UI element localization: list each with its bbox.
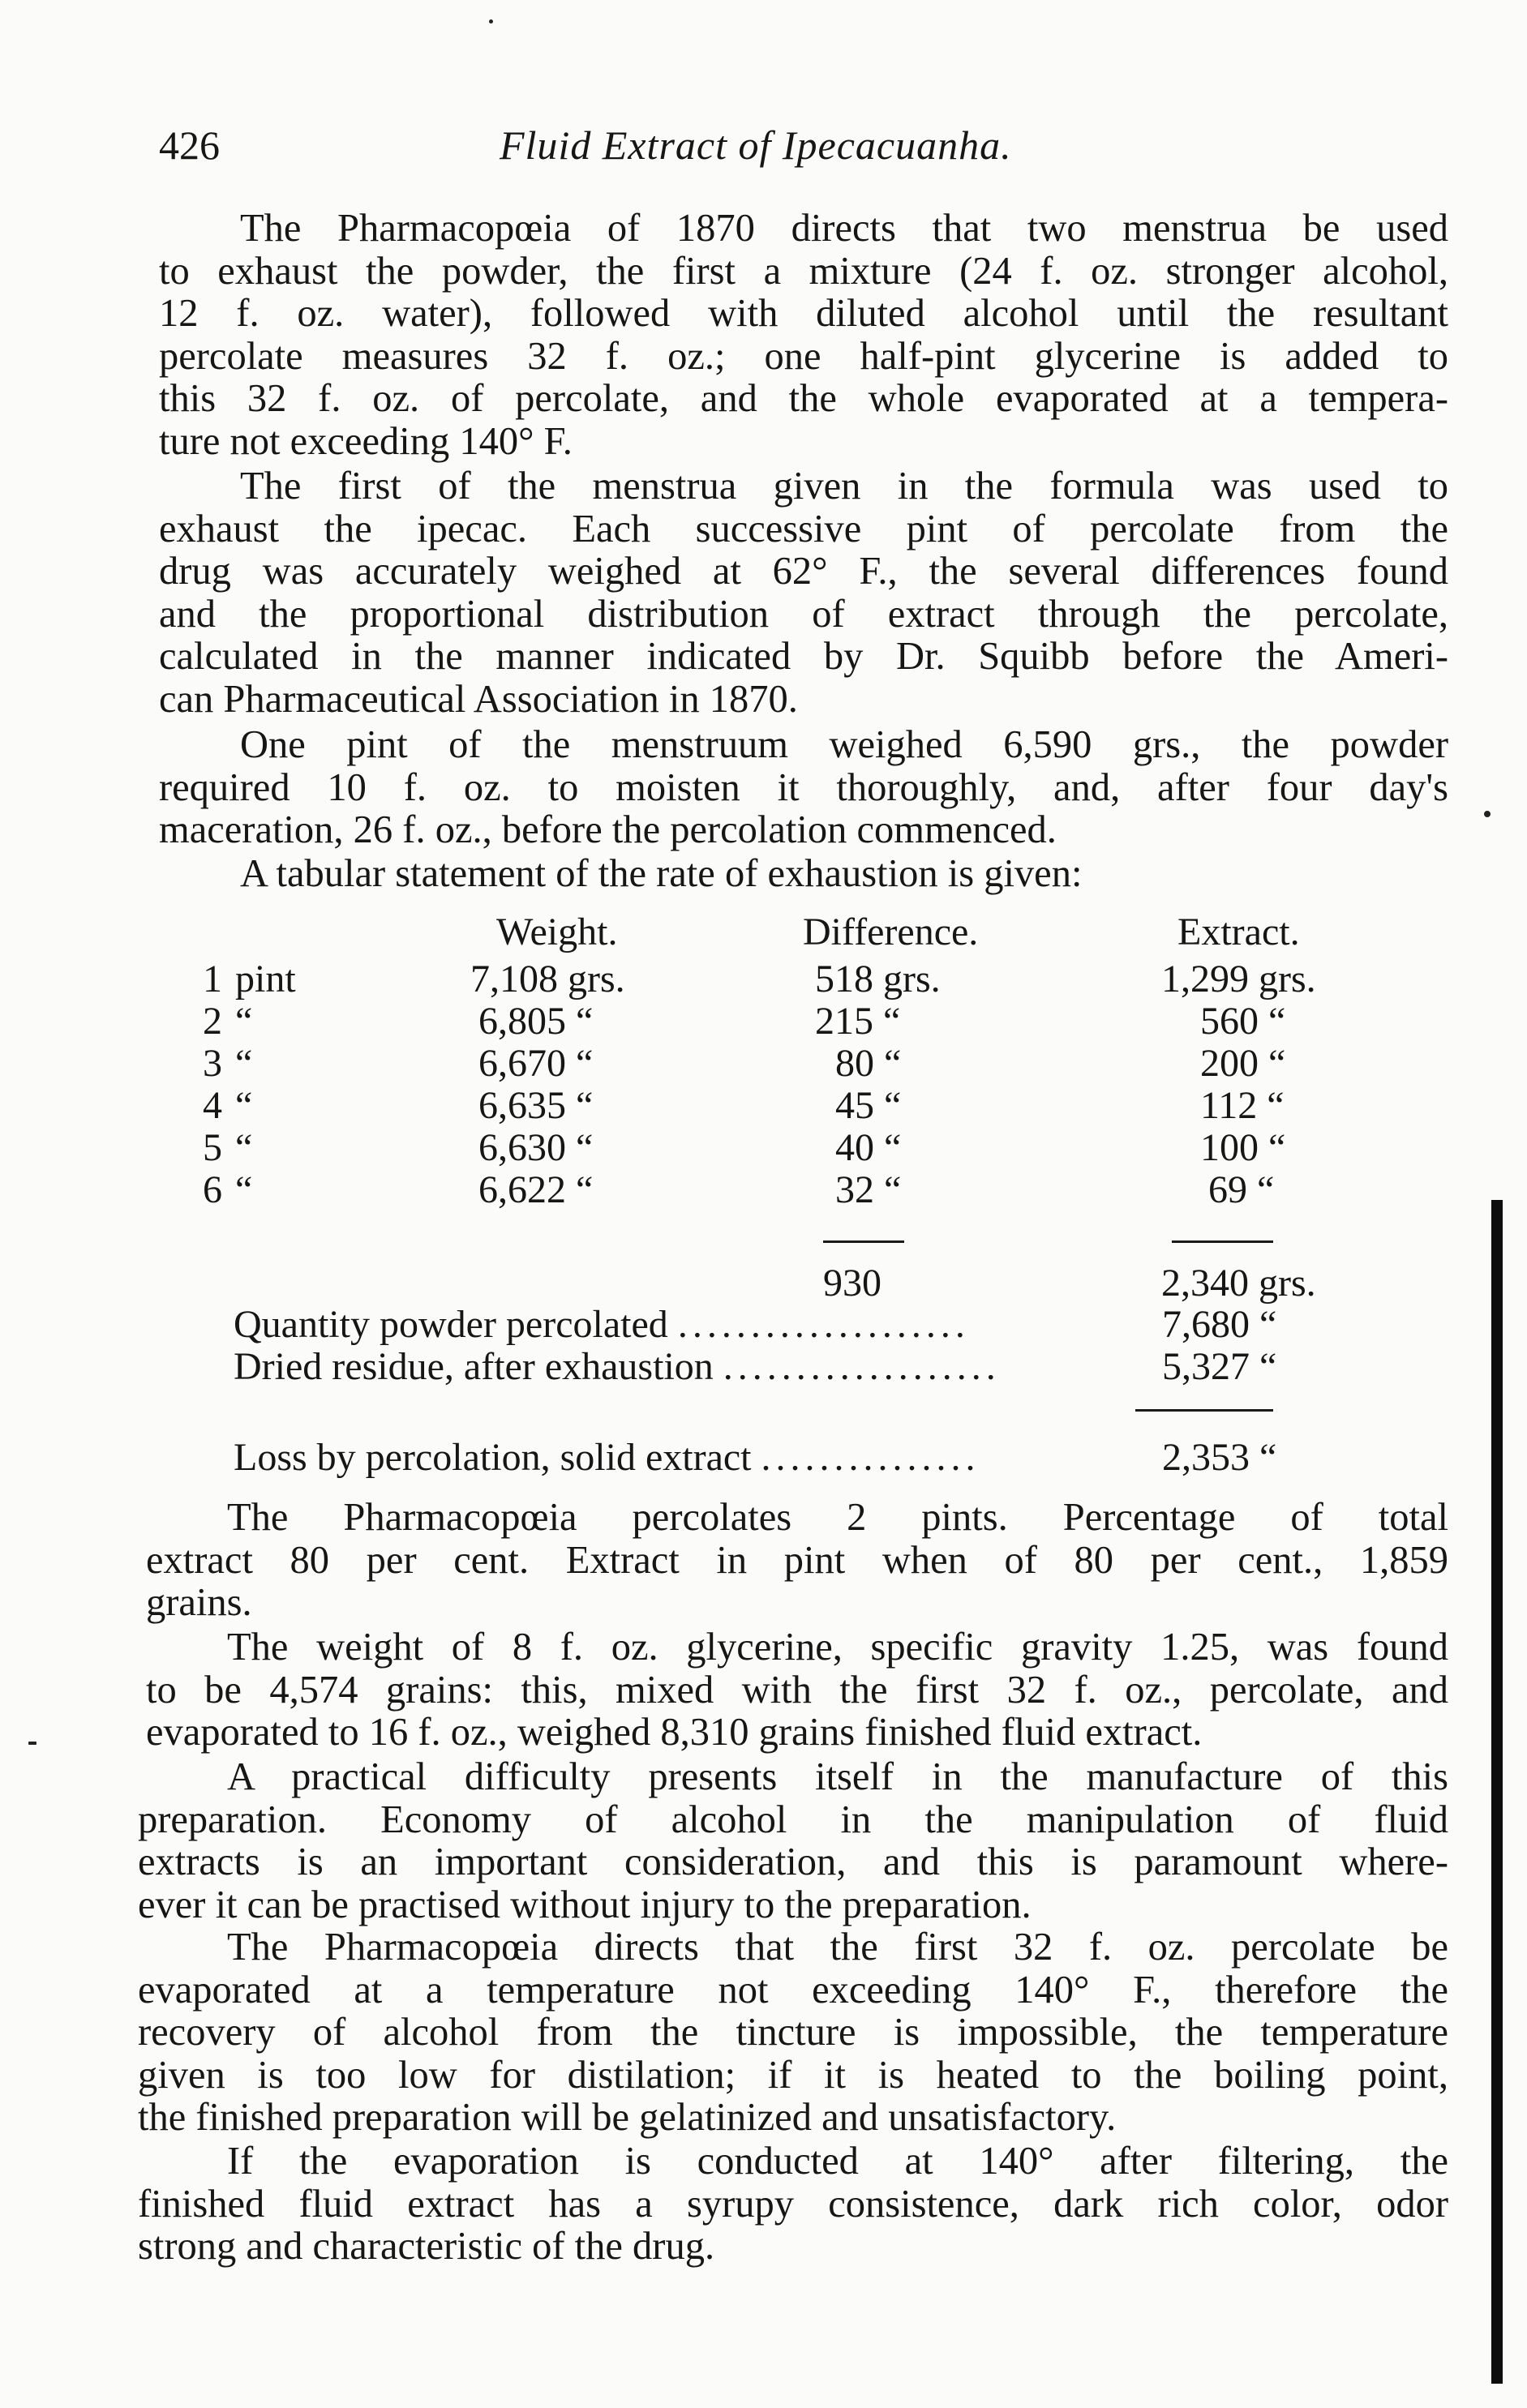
paragraph-1 (159, 208, 1448, 463)
summary-label: Loss by percolation, solid extract (234, 1436, 752, 1479)
scan-speck (28, 1742, 36, 1745)
col-header-extract: Extract. (1177, 910, 1300, 953)
paragraph-6 (146, 1626, 1448, 1755)
text-line: given is too low for distilation; if it is heated to the boiling point, (138, 2053, 1448, 2097)
total-extract: 2,340 grs. (1161, 1262, 1316, 1305)
text-line: maceration, 26 f. oz., before the percolation commenced. (159, 808, 1057, 851)
summary-value: 7,680 “ (1162, 1303, 1277, 1346)
paragraph-7 (138, 1756, 1448, 1926)
summary-value: 2,353 “ (1162, 1436, 1277, 1479)
cell-weight: 6,630 “ (478, 1126, 594, 1169)
text-line: ture not exceeding 140° F. (159, 419, 573, 463)
scan-speck (1484, 811, 1491, 817)
text-line: evaporated to 16 f. oz., weighed 8,310 grains finished fluid extract. (146, 1711, 1203, 1754)
text-line: preparation. Economy of alcohol in the manipulation of fluid (138, 1797, 1448, 1841)
summary-row-loss (234, 1435, 1369, 1480)
text-line: A practical difficulty presents itself in the manufacture of this (227, 1755, 1448, 1798)
text-line: The Pharmacopœia percolates 2 pints. Percentage of total (227, 1496, 1448, 1539)
text-line: percolate measures 32 f. oz.; one half-pint glycerine is added to (159, 334, 1448, 378)
text-line: calculated in the manner indicated by Dr. Squibb before the Ameri- (159, 635, 1448, 678)
text-line: the finished preparation will be gelatinized and unsatisfactory. (138, 2096, 1117, 2139)
loss-rule (1135, 1409, 1273, 1412)
cell-extract: 1,299 grs. (1161, 958, 1316, 1000)
row-unit: “ (235, 1000, 253, 1043)
col-header-weight: Weight. (496, 910, 618, 953)
text-line: The Pharmacopœia directs that the first 32 f. oz. percolate be (227, 1926, 1448, 1969)
summary-dots: .................... (677, 1303, 970, 1346)
summary-dots: ............... (761, 1436, 980, 1479)
total-rule-difference (823, 1240, 904, 1243)
summary-label: Quantity powder percolated (234, 1303, 668, 1346)
row-unit: “ (235, 1126, 253, 1169)
cell-difference: 518 grs. (815, 958, 941, 1000)
summary-label: Dried residue, after exhaustion (234, 1345, 714, 1388)
cell-weight: 6,635 “ (478, 1084, 594, 1127)
text-line: One pint of the menstruum weighed 6,590 grs., the powder (240, 723, 1448, 766)
cell-extract: 100 “ (1200, 1126, 1286, 1169)
text-line: evaporated at a temperature not exceeding 140° F., therefore the (138, 1968, 1448, 2012)
text-line: extracts is an important consideration, and this is paramount where- (138, 1840, 1448, 1883)
text-line: ever it can be practised without injury to the preparation. (138, 1883, 1032, 1926)
row-unit: “ (235, 1042, 253, 1085)
row-number: 5 (203, 1126, 222, 1169)
scan-margin-shadow (1491, 1200, 1503, 2384)
text-line: exhaust the ipecac. Each successive pint of percolate from the (159, 507, 1448, 551)
text-line: and the proportional distribution of extract through the percolate, (159, 592, 1448, 636)
cell-weight: 6,622 “ (478, 1168, 594, 1211)
running-header (159, 122, 1456, 186)
paragraph-4 (240, 853, 1448, 896)
scan-speck (489, 19, 493, 24)
text-line: required 10 f. oz. to moisten it thoroughly, and, after four day's (159, 765, 1448, 809)
text-line: this 32 f. oz. of percolate, and the whole evaporated at a tempera- (159, 377, 1448, 420)
row-unit: pint (235, 958, 296, 1000)
row-unit: “ (235, 1084, 253, 1127)
text-line: A tabular statement of the rate of exhaustion is given: (240, 852, 1083, 895)
text-line: The first of the menstrua given in the formula was used to (240, 465, 1448, 508)
text-line: recovery of alcohol from the tincture is impossible, the temperature (138, 2011, 1448, 2054)
summary-row-quantity (234, 1302, 1369, 1347)
paragraph-8 (138, 1926, 1448, 2140)
cell-extract: 112 “ (1200, 1084, 1285, 1127)
cell-weight: 6,805 “ (478, 1000, 594, 1043)
text-line: drug was accurately weighed at 62° F., the several differences found (159, 550, 1448, 593)
cell-weight: 7,108 grs. (470, 958, 625, 1000)
text-line: can Pharmaceutical Association in 1870. (159, 677, 798, 721)
text-line: strong and characteristic of the drug. (138, 2225, 715, 2268)
summary-dots: ................... (723, 1345, 1001, 1388)
cell-difference: 45 “ (835, 1084, 902, 1127)
row-number: 1 (203, 958, 222, 1000)
cell-difference: 80 “ (835, 1042, 902, 1085)
summary-row-residue (234, 1344, 1369, 1389)
cell-extract: 69 “ (1208, 1168, 1275, 1211)
paragraph-9 (138, 2140, 1448, 2269)
cell-difference: 40 “ (835, 1126, 902, 1169)
text-line: to exhaust the powder, the first a mixture (24 f. oz. stronger alcohol, (159, 249, 1448, 293)
row-number: 2 (203, 1000, 222, 1043)
cell-extract: 560 “ (1200, 1000, 1286, 1043)
paragraph-5 (146, 1497, 1448, 1625)
total-rule-extract (1172, 1240, 1273, 1243)
row-number: 6 (203, 1168, 222, 1211)
text-line: The weight of 8 f. oz. glycerine, specific gravity 1.25, was found (227, 1626, 1448, 1669)
col-header-difference: Difference. (803, 910, 979, 953)
paragraph-3 (159, 724, 1448, 852)
text-line: grains. (146, 1581, 252, 1624)
cell-weight: 6,670 “ (478, 1042, 594, 1085)
row-number: 4 (203, 1084, 222, 1127)
running-title: Fluid Extract of Ipecacuanha. (500, 122, 1012, 168)
total-difference: 930 (823, 1262, 881, 1305)
text-line: to be 4,574 grains: this, mixed with the first 32 f. oz., percolate, and (146, 1668, 1448, 1712)
text-line: The Pharmacopœia of 1870 directs that two menstrua be used (240, 207, 1448, 250)
row-unit: “ (235, 1168, 253, 1211)
page-number: 426 (159, 122, 220, 168)
cell-difference: 215 “ (815, 1000, 901, 1043)
text-line: extract 80 per cent. Extract in pint when of 80 per cent., 1,859 (146, 1538, 1448, 1582)
row-number: 3 (203, 1042, 222, 1085)
text-line: If the evaporation is conducted at 140° after filtering, the (227, 2140, 1448, 2183)
cell-extract: 200 “ (1200, 1042, 1286, 1085)
text-line: 12 f. oz. water), followed with diluted alcohol until the resultant (159, 292, 1448, 335)
summary-value: 5,327 “ (1162, 1345, 1277, 1388)
cell-difference: 32 “ (835, 1168, 902, 1211)
paragraph-2 (159, 465, 1448, 721)
text-line: finished fluid extract has a syrupy consistence, dark rich color, odor (138, 2182, 1448, 2226)
